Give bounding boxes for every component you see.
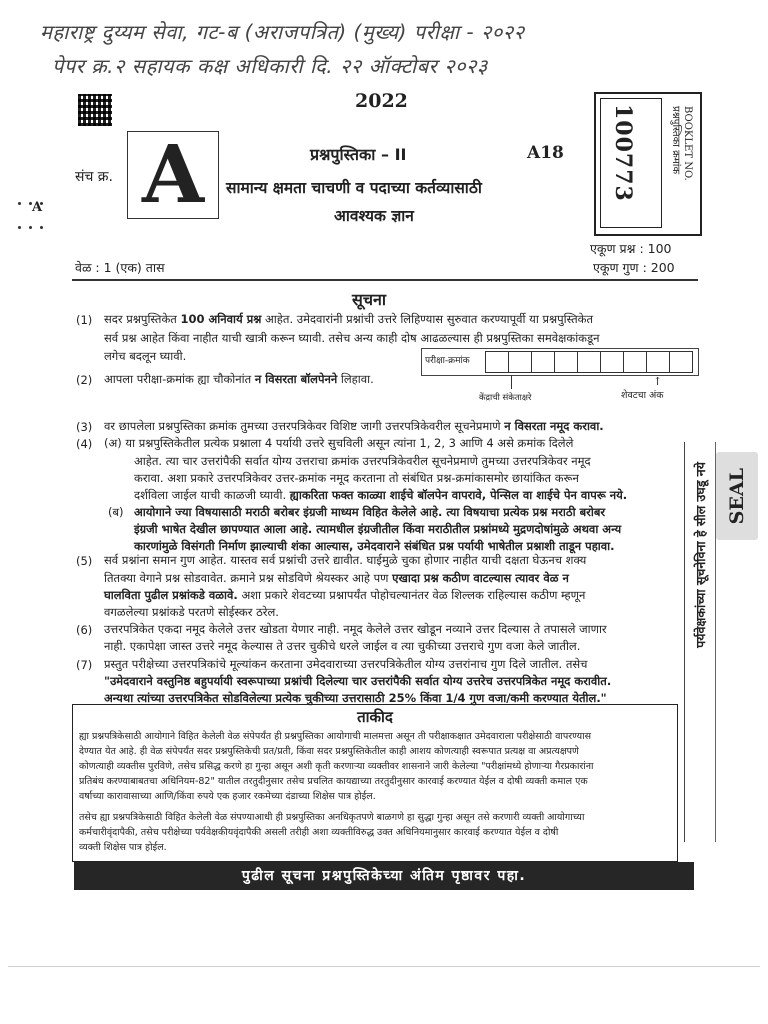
instruction-number: (1) [76,313,93,327]
digit-box[interactable] [554,351,578,373]
instruction-7-line3: अन्यथा त्यांच्या उत्तरपत्रिकेत सोडविलेल्या प्रत्येक चुकीच्या उत्तरासाठी 25% किंवा 1/4 गुण वजा/कमी करण्यात येतील." [104,691,607,705]
arrow-up-icon: ↑ [653,375,663,388]
booklet-number: 100773 [610,104,636,202]
instruction-4-line2: आहेत. त्या चार उत्तरांपैकी सर्वात योग्य उत्तराचा क्रमांक उत्तरपत्रिकेवरील सूचनेप्रमाणे तुमच्या उत्तरपत्रिकेवर नमूद [134,454,591,468]
digit-box[interactable] [577,351,601,373]
instruction-number: (6) [76,623,93,637]
instruction-1-line2: सर्व प्रश्न आहेत किंवा नाहीत याची खात्री करून घ्यावी. तसेच अन्य काही दोष आढळल्यास ही प्रश्नपुस्तिका समवेक्षकांकडून [104,331,600,345]
digit-box[interactable] [531,351,555,373]
instruction-number: (7) [76,658,93,672]
header-divider [72,279,698,281]
handwritten-exam-title: महाराष्ट्र दुय्यम सेवा, गट-ब (अराजपत्रित) (मुख्य) परीक्षा - २०२२ [40,20,525,44]
warning-para1-line3: कोणत्याही व्यक्तीस पुरविणे, तसेच प्रसिद्ध करणे हा गुन्हा असून अशी कृती करणाऱ्या व्यक्तीवर शासनाने जारी केलेल्या "परीक्षांमध्ये होणाऱ्या गैरप्रकारांना [79,761,594,772]
time-allowed: वेळ : 1 (एक) तास [75,260,165,275]
exam-year: 2022 [355,90,408,112]
digit-box[interactable] [508,351,532,373]
instruction-5-line1: सर्व प्रश्नांना समान गुण आहेत. यास्तव सर्व प्रश्नांची उत्तरे द्यावीत. घाईमुळे चुका होणार नाहीत याची दक्षता घेऊनच शक्य [104,553,587,567]
total-marks: एकूण गुण : 200 [593,260,675,275]
booklet-number-label-mr: प्रश्नपुस्तिका क्रमांक [670,106,681,174]
set-label: संच क्र. [75,169,114,185]
seal-notice-strip [684,442,716,842]
booklet-code: A18 [527,143,564,163]
total-questions: एकूण प्रश्न : 100 [590,241,672,256]
instruction-5-line4: वगळलेल्या प्रश्नांकडे परतणे सोईस्कर ठरेल. [104,605,279,619]
margin-dots-lower [14,214,47,233]
exam-number-label: परीक्षा-क्रमांक [425,356,470,366]
warning-para1-line5: वर्षाच्या कारावासाच्या आणि/किंवा रुपये एक हजार रकमेच्या दंडाच्या शिक्षेस पात्र होईल. [79,791,376,802]
instructions-heading: सूचना [352,290,387,309]
instruction-6-line2: नाही. एकापेक्षा जास्त उत्तरे नमूद केल्यास ते उत्तर चुकीचे धरले जाईल व त्या चुकीच्या उत्तराचे गुण वजा केले जातील. [104,639,581,653]
instruction-5-line3: घालविता पुढील प्रश्नांकडे वळावे. अशा प्रकारे शेवटच्या प्रश्नापर्यंत पोहोचल्यानंतर वेळ शिल्लक राहिल्यास कठीण म्हणून [104,588,586,602]
digit-box[interactable] [600,351,624,373]
warning-para2-line3: व्यक्ती शिक्षेस पात्र होईल. [79,842,167,853]
warning-para2-line1: तसेच ह्या प्रश्नपत्रिकेसाठी विहित केलेली वेळ संपण्याआधी ही प्रश्नपुस्तिका अनधिकृतपणे बाळगणे हा सुद्धा गुन्हा असून तसे करणारी व्यक्ती आयोगाच्या [79,812,585,823]
instruction-4-line4: दर्शविला जाईल याची काळजी घ्यावी. ह्याकरिता फक्त काळ्या शाईचे बॉलपेन वापरावे, पेन्सिल वा शाईचे पेन वापरू नये. [134,488,628,502]
instruction-number: (5) [76,554,93,568]
warning-para1-line1: ह्या प्रश्नपत्रिकेसाठी आयोगाने विहित केलेली वेळ संपेपर्यंत ही प्रश्नपुस्तिका आयोगाची मालमत्ता असून ती परीक्षाकक्षात उमेदवाराला परीक्षेसाठी वापरण्यास [79,731,592,742]
warning-para1-line2: देण्यात येत आहे. ही वेळ संपेपर्यंत सदर प्रश्नपुस्तिकेची प्रत/प्रती, किंवा सदर प्रश्नपुस्तिकेतील काही आशय कोणत्याही स्वरूपात प्रत्यक्ष वा अप्रत्यक्षपणे [79,746,579,757]
instruction-4b-line2: इंग्रजी भाषेत देखील छापण्यात आला आहे. त्यामधील इंग्रजीतील किंवा मराठीतील प्रश्नांमध्ये मुद्रणदोषांमुळे अथवा अन्य [134,522,622,536]
set-letter-small: A [32,200,43,215]
warning-para1-line4: प्रतिबंध करण्याबाबतचा अधिनियम-82" यातील तरतुदीनुसार तसेच प्रचलित कायद्याच्या तरतुदीनुसार कारवाई करण्यात येईल व दोषी व्यक्ती कमाल एक [79,776,588,787]
subject-title-line2: आवश्यक ज्ञान [334,207,414,225]
digit-box[interactable] [485,351,509,373]
digit-box[interactable] [669,351,693,373]
exam-number-boxes[interactable] [485,351,692,377]
scan-edge [8,966,760,967]
warning-heading: ताकीद [357,708,393,726]
booklet-number-box [594,92,702,236]
booklet-title: प्रश्नपुस्तिका – II [310,145,407,164]
handwritten-paper-details: पेपर क्र.२ सहायक कक्ष अधिकारी दि. २२ ऑक्टोबर २०२३ [52,54,488,78]
exam-number-field[interactable] [421,348,701,408]
instruction-4-line3: करावा. अशा प्रकारे उत्तरपत्रिकेवर उत्तर-क्रमांक नमूद करताना तो संबंधित प्रश्न-क्रमांकासमोर छायांकित करून [134,471,579,485]
set-letter: A [141,127,205,221]
instruction-number: (4) [76,437,93,451]
instruction-4b-line3: कारणांमुळे विसंगती निर्माण झाल्याची शंका आल्यास, उमेदवाराने संबंधित प्रश्न पर्यायी भाषेतील प्रश्नाशी ताडून पहावा. [134,539,615,553]
instruction-number: (2) [76,373,93,387]
set-letter-box [127,127,219,221]
instruction-4b-label: (ब) [108,505,124,519]
digit-box[interactable] [646,351,670,373]
booklet-number-label-en: BOOKLET NO. [682,106,693,181]
instruction-7-line1: प्रस्तुत परीक्षेच्या उत्तरपत्रिकांचे मूल्यांकन करताना उमेदवाराच्या उत्तरपत्रिकेतील योग्य उत्तरांनाच गुण दिले जातील. तसेच [104,657,588,671]
seal-notice-text: पर्यवेक्षकांच्या सूचनेविना हे सील उघडू नये [693,462,708,648]
instruction-7-line2: "उमेदवाराने वस्तुनिष्ठ बहुपर्यायी स्वरूपाच्या प्रश्नांची दिलेल्या चार उत्तरांपैकी सर्वात योग्य उत्तरेच उत्तरपत्रिकेत नमूद करावीत. [104,674,612,688]
warning-para2-line2: कर्मचारीवृंदापैकी, तसेच परीक्षेच्या पर्यवेक्षकीयवृंदापैकी असली तरीही अशा व्यक्तीविरुद्ध उक्त अधिनियमानुसार कारवाई करण्यात येईल व दोषी [79,827,559,838]
seal-tab [716,452,758,540]
digit-box[interactable] [623,351,647,373]
instruction-4b-line1: आयोगाने ज्या विषयासाठी मराठी बरोबर इंग्रजी माध्यम विहित केलेले आहे. त्या विषयाचा प्रत्येक प्रश्न मराठी बरोबर [134,505,606,519]
instruction-1-line3: लगेच बदलून घ्यावी. [104,349,187,363]
subject-title-line1: सामान्य क्षमता चाचणी व पदाच्या कर्तव्यासाठी [226,179,482,197]
instruction-2: आपला परीक्षा-क्रमांक ह्या चौकोनांत न विसरता बॉलपेनने लिहावा. [104,372,374,386]
instruction-5-line2: तितक्या वेगाने प्रश्न सोडवावेत. क्रमाने प्रश्न सोडविणे श्रेयस्कर आहे पण एखादा प्रश्न कठीण वाटल्यास त्यावर वेळ न [104,571,569,585]
instruction-number: (3) [76,420,93,434]
qr-code [78,94,112,126]
instruction-4-line1: (अ) या प्रश्नपुस्तिकेतील प्रत्येक प्रश्नाला 4 पर्यायी उत्तरे सुचविली असून त्यांना 1, 2, 3 आणि 4 असे क्रमांक दिलेले [104,436,574,450]
instruction-3: वर छापलेला प्रश्नपुस्तिका क्रमांक तुमच्या उत्तरपत्रिकेवर विशिष्ट जागी उत्तरपत्रिकेवरील सूचनेप्रमाणे न विसरता नमूद करावा. [104,419,604,433]
instruction-1-line1: सदर प्रश्नपुस्तिकेत 100 अनिवार्य प्रश्न आहेत. उमेदवारांनी प्रश्नांची उत्तरे लिहिण्यास सुरुवात करण्यापूर्वी या प्रश्नपुस्तिकेत [104,312,594,326]
instruction-6-line1: उत्तरपत्रिकेत एकदा नमूद केलेले उत्तर खोडता येणार नाही. नमूद केलेले उत्तर खोडून नव्याने उत्तर दिल्यास ते तपासले जाणार [104,622,607,636]
seal-label: SEAL [726,468,748,525]
footer-notice: पुढील सूचना प्रश्नपुस्तिकेच्या अंतिम पृष्ठावर पहा. [74,862,694,890]
warning-box [72,704,678,862]
centre-code-label: केंद्राची संकेताक्षरे [479,393,532,403]
last-digit-label: शेवटचा अंक [621,390,664,401]
